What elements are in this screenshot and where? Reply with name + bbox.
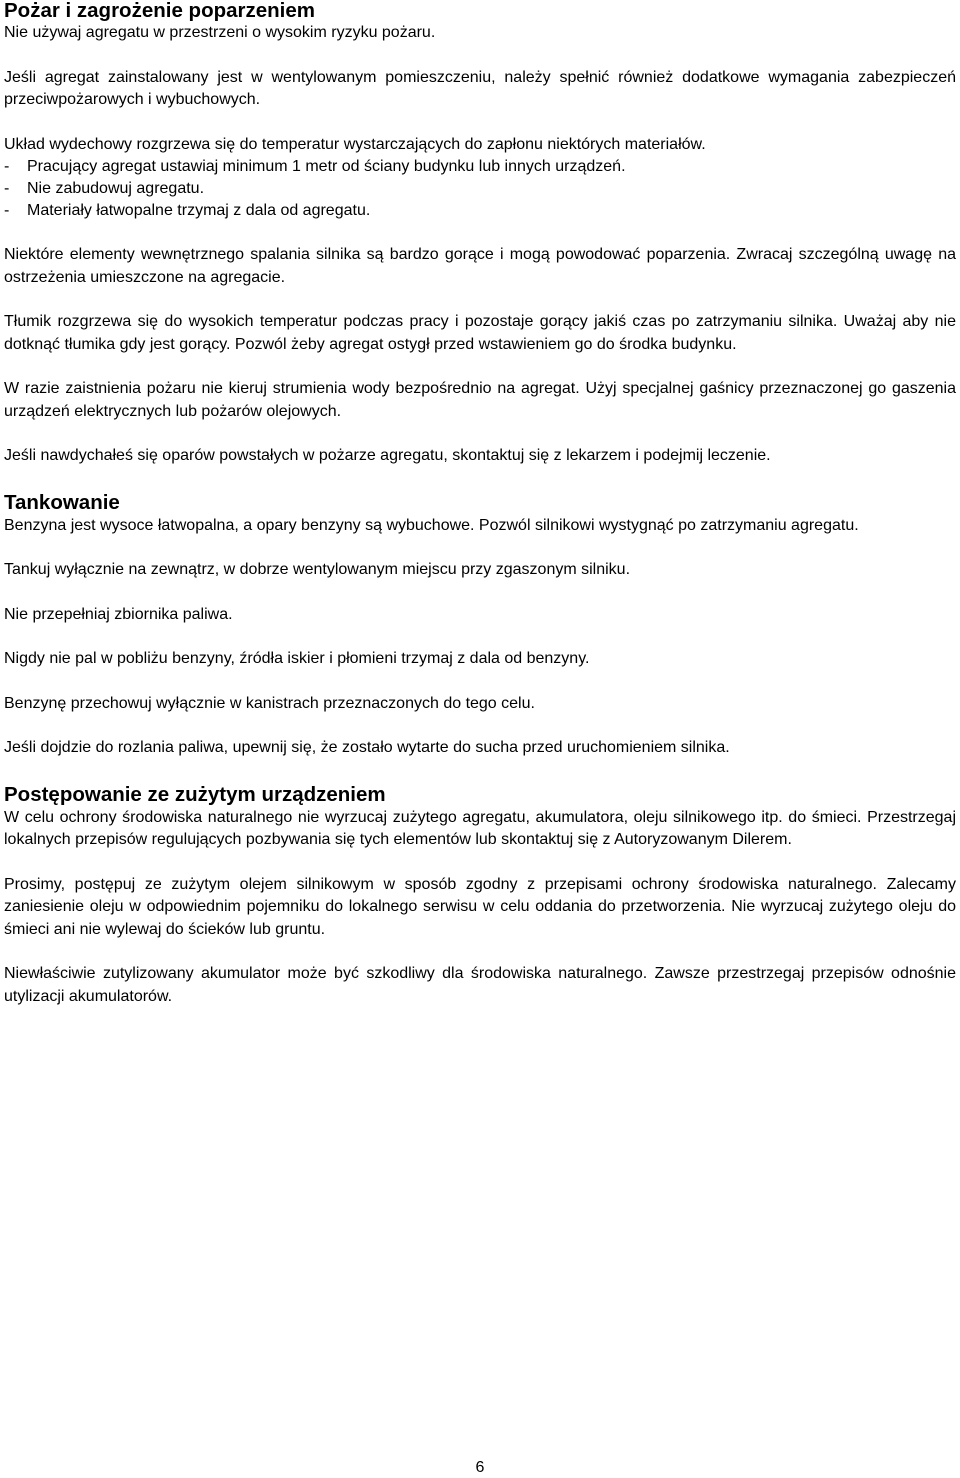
refuel-paragraph-overfill: Nie przepełniaj zbiornika paliwa. [4,605,233,623]
fire-bullet-item [4,156,956,178]
bullet-marker: - [4,202,10,219]
fire-bullet-item [4,178,956,200]
disposal-paragraph-oil: Prosimy, postępuj ze zużytym olejem silnikowym w sposób zgodny z przepisami ochrony środowiska naturalnego. Zalecamy zaniesienie oleju w odpowiednim pojemniku do lokalnego serwisu w celu oddania do przetworzenia. Nie wyrzucaj zużytego oleju do śmieci ani nie wylewaj do ścieków lub gruntu. [4,875,956,938]
fire-bullet-item [4,200,956,222]
heading-fire-burn-hazard: Pożar i zagrożenie poparzeniem [4,0,315,22]
page-number: 6 [475,1459,485,1476]
bullet-marker: - [4,180,10,197]
refuel-paragraph-flammable: Benzyna jest wysoce łatwopalna, a opary benzyny są wybuchowe. Pozwól silnikowi wystygnąć po zatrzymaniu agregatu. [4,516,859,534]
refuel-paragraph-storage: Benzynę przechowuj wyłącznie w kanistrach przeznaczonych do tego celu. [4,694,535,712]
refuel-paragraph-no-smoking: Nigdy nie pal w pobliżu benzyny, źródła iskier i płomieni trzymaj z dala od benzyny. [4,650,590,667]
bullet-text: Nie zabudowuj agregatu. [27,180,205,197]
fire-paragraph-extinguisher: W razie zaistnienia pożaru nie kieruj strumienia wody bezpośrednio na agregat. Użyj specjalnej gaśnicy przeznaczonej go gaszenia urządzeń elektrycznych lub pożarów olejowych. [4,380,956,420]
fire-paragraph-muffler: Tłumik rozgrzewa się do wysokich temperatur podczas pracy i pozostaje gorący jakiś czas po zatrzymaniu silnika. Uważaj aby nie dotknąć tłumika gdy jest gorący. Pozwól żeby agregat ostygł przed wstawieniem go do środka budynku. [4,313,956,353]
fire-paragraph-ventilated-room: Jeśli agregat zainstalowany jest w wentylowanym pomieszczeniu, należy spełnić również dodatkowe wymagania zabezpieczeń przeciwpożarowych i wybuchowych. [4,68,956,108]
disposal-paragraph-environment: W celu ochrony środowiska naturalnego nie wyrzucaj zużytego agregatu, akumulatora, oleju silnikowego itp. do śmieci. Przestrzegaj lokalnych przepisów regulujących pozbywania się tych elementów lub skontaktuj się z Autoryzowanym Dilerem. [4,808,956,848]
heading-refueling: Tankowanie [4,490,120,514]
heading-disposal: Postępowanie ze zużytym urządzeniem [4,782,386,806]
fire-intro-paragraph: Nie używaj agregatu w przestrzeni o wysokim ryzyku pożaru. [4,24,436,41]
fire-paragraph-hot-elements: Niektóre elementy wewnętrznego spalania silnika są bardzo gorące i mogą powodować poparzenia. Zwracaj szczególną uwagę na ostrzeżenia umieszczone na agregacie. [4,246,956,286]
refuel-paragraph-spill: Jeśli dojdzie do rozlania paliwa, upewnij się, że zostało wytarte do sucha przed uruchomieniem silnika. [4,739,730,756]
bullet-marker: - [4,158,10,175]
fire-paragraph-fumes: Jeśli nawdychałeś się oparów powstałych w pożarze agregatu, skontaktuj się z lekarzem i podejmij leczenie. [4,447,771,464]
document-page [4,0,956,1008]
disposal-paragraph-battery: Niewłaściwie zutylizowany akumulator może być szkodliwy dla środowiska naturalnego. Zawsze przestrzegaj przepisów odnośnie utylizacji akumulatorów. [4,965,956,1005]
bullet-text: Pracujący agregat ustawiaj minimum 1 metr od ściany budynku lub innych urządzeń. [27,158,626,175]
bullet-text: Materiały łatwopalne trzymaj z dala od agregatu. [27,202,371,219]
refuel-paragraph-outdoors: Tankuj wyłącznie na zewnątrz, w dobrze wentylowanym miejscu przy zgaszonym silniku. [4,561,631,578]
fire-paragraph-exhaust: Układ wydechowy rozgrzewa się do temperatur wystarczających do zapłonu niektórych materiałów. [4,135,706,153]
